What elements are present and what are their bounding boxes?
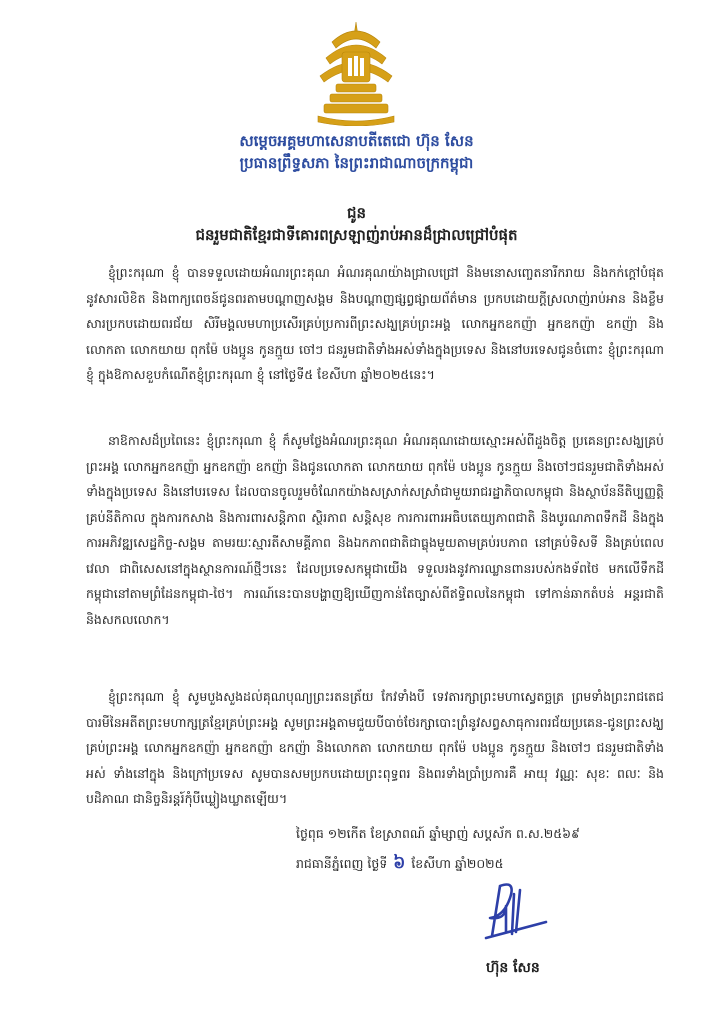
signer-name: ហ៊ុន សែន <box>486 960 540 976</box>
paragraph-2: នាឱកាសដ៏ប្រពៃនេះ ខ្ញុំព្រះករុណា ខ្ញុំ ក៏សូមថ្លែងអំណរព្រះគុណ អំណរគុណដោយស្មោះអស់ពីដួងចិត្ត ប្រគេនព្រះសង្ឃគ្រប់ព្រះអង្គ លោកអ្នកឧកញ៉ា អ្នកឧកញ៉ា ឧកញ៉ា និងជូនលោកតា លោកយាយ ពុកម៉ែ បងប្អូន កូនក្មួយ និងចៅៗជនរួមជាតិទាំងអស់ ទាំងក្នុងប្រទេស និងនៅបរទេស ដែលបានចូលរួមចំណែកយ៉ាងសស្រាក់សស្រាំជាមួយរាជរដ្ឋាភិបាលកម្ពុជា និងស្ថាប័ននីតិប្បញ្ញត្តិ គ្រប់នីតិកាល ក្នុងការកសាង និងការពារសន្តិភាព ស្ថិរភាព សន្តិសុខ ការការពារអធិបតេយ្យភាពជាតិ និងបូរណភាពទឹកដី និងក្នុងការអភិវឌ្ឍសេដ្ឋកិច្ច-សង្គម តាមរយៈស្មារតីសាមគ្គីភាព និងឯកភាពជាតិជាធ្លុងមួយតាមគ្រប់របភាព នៅគ្រប់ទិសទី និងគ្រប់ពេលវេលា ជាពិសេសនៅក្នុងស្ថានការណ៍ថ្មីៗនេះ ដែលប្រទេសកម្ពុជាយើង ទទួលរងនូវការឈ្លានពានរបស់កងទ័ពថៃ មកលើទឹកដីកម្ពុជានៅតាមព្រំដែនកម្ពុជា-ថៃ។ ការណ៍នេះបានបង្ហាញឱ្យឃើញកាន់តែច្បាស់ពីឥទ្ធិពលនៃកម្ពុជា ទៅកាន់ឆាកតំបន់ អន្តរជាតិ និងសកលលោក។ <box>86 433 664 627</box>
sender-title: ប្រធានព្រឹទ្ធសភា នៃព្រះរាជាណាចក្រកម្ពុជា <box>239 154 474 172</box>
recipient-line: ជនរួមជាតិខ្មែរជាទីគោរពស្រឡាញ់រាប់អានដ៏ជ្រាលជ្រៅបំផុត <box>195 226 518 244</box>
recipient-label: ជូន <box>346 204 367 222</box>
handwritten-day: ៦ <box>393 853 406 873</box>
place-date <box>296 852 503 877</box>
month-year: ខែសីហា ឆ្នាំ២០២៥ <box>411 856 504 871</box>
place-label: រាជធានីភ្នំពេញ ថ្ងៃទី <box>296 856 388 871</box>
paragraph-1: ខ្ញុំព្រះករុណា ខ្ញុំ បានទទួលដោយអំណរព្រះគុណ អំណរគុណយ៉ាងជ្រាលជ្រៅ និងមនោសញ្ចេតនារីករាយ និងកក់ក្ដៅបំផុតនូវសារលិខិត និងពាក្យពេចន៍ជូនពរតាមបណ្ដាញសង្គម និងបណ្ដាញផ្សព្វផ្សាយព័ត៌មាន ប្រកបដោយក្ដីស្រលាញ់រាប់អាន និងខ្លឹមសារប្រកបដោយពរជ័យ សិរីមង្គលមហាប្រសើរគ្រប់ប្រការពីព្រះសង្ឃគ្រប់ព្រះអង្គ លោកអ្នកឧកញ៉ា អ្នកឧកញ៉ា ឧកញ៉ា និងលោកតា លោកយាយ ពុកម៉ែ បងប្អូន កូនក្មួយ ចៅៗ ជនរួមជាតិទាំងអស់ទាំងក្នុងប្រទេស និងនៅបរទេសជូនចំពោះ ខ្ញុំព្រះករុណា ខ្ញុំ ក្នុងឱកាសខួបកំណើតខ្ញុំព្រះករុណា ខ្ញុំ នៅថ្ងៃទី៥ ខែសីហា ឆ្នាំ២០២៥នេះ។ <box>86 265 664 382</box>
signature-icon <box>476 876 556 946</box>
paragraph-3: ខ្ញុំព្រះករុណា ខ្ញុំ សូមបួងសួងដល់គុណបុណ្យព្រះរតនត្រ័យ កែវទាំងបី ទេវតារក្សាព្រះមហាស្វេតច្ឆត្រ ព្រមទាំងព្រះរាជតេជបារមីនៃអតីតព្រះមហាក្សត្រខ្មែរគ្រប់ព្រះអង្គ សូមព្រះអង្គតាមជួយបីបាច់ថែរក្សាបោះព្រំនូវសព្វសាធុការពរជ័យប្រគេន-ជូនព្រះសង្ឃគ្រប់ព្រះអង្គ លោកអ្នកឧកញ៉ា អ្នកឧកញ៉ា ឧកញ៉ា និងលោកតា លោកយាយ ពុកម៉ែ បងប្អូន កូនក្មួយ និងចៅៗ ជនរួមជាតិទាំងអស់ ទាំងនៅក្នុង និងក្រៅប្រទេស សូមបានសមប្រកបដោយព្រះពុទ្ធពរ និងពរទាំងប្រាំប្រការគឺ អាយុ វណ្ណៈ សុខៈ ពលៈ និងបដិភាណ ជានិច្ចនិរន្តរ៍កុំបីឃ្លៀងឃ្លាតឡើយ។ <box>86 689 664 806</box>
lunar-date: ថ្ងៃពុធ ១២កើត ខែស្រាពណ៍ ឆ្នាំម្សាញ់ សប្តស័ក ព.ស.២៥៦៩ <box>296 826 580 841</box>
sender-name: សម្ដេចអគ្គមហាសេនាបតីតេជោ ហ៊ុន សែន <box>239 132 474 150</box>
senate-emblem-icon <box>312 18 400 126</box>
